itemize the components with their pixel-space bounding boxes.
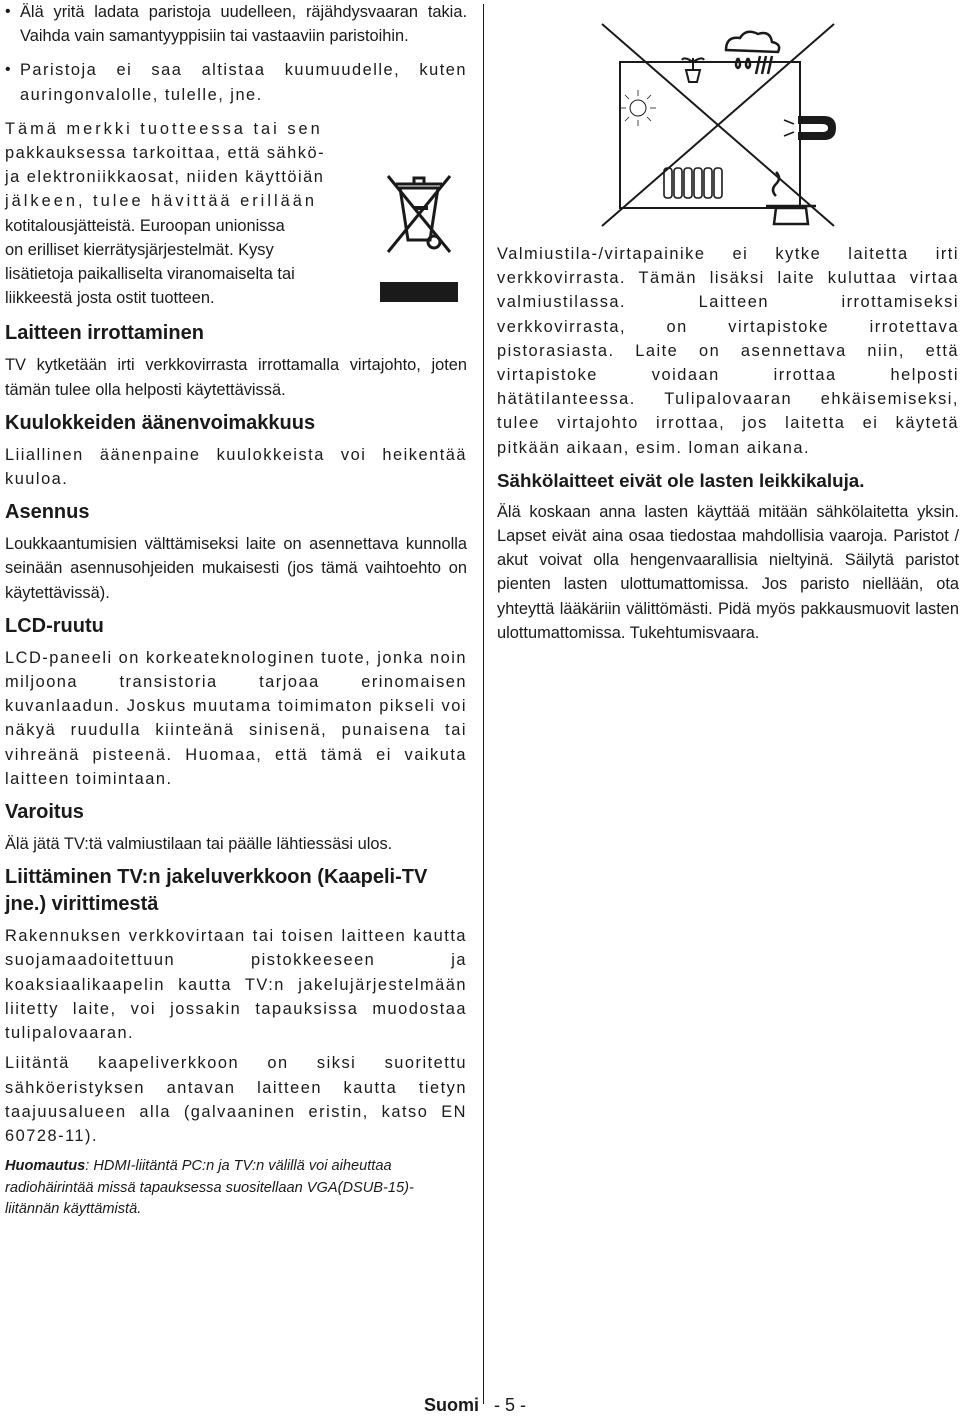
weee-bin-icon [378, 170, 460, 302]
note-label: Huomautus [5, 1158, 86, 1175]
weee-line: pakkauksessa tarkoittaa, että sähkö- [5, 144, 326, 163]
weee-line: Tämä merkki tuotteessa tai sen [5, 119, 323, 138]
hdmi-note [5, 1156, 467, 1221]
weee-line: liikkeestä josta ostit tuotteen. [5, 289, 215, 308]
section-heading-children: Sähkölaitteet eivät ole lasten leikkikaluja. [497, 469, 865, 491]
section-heading-lcd: LCD-ruutu [5, 614, 104, 637]
section-text-warning: Älä jätä TV:tä valmiustilaan tai päälle lähtiessäsi ulos. [5, 835, 393, 854]
bullet-item [5, 0, 467, 48]
magnet-icon [784, 116, 836, 140]
bullet-dot: • [5, 61, 11, 79]
section-heading-headphones: Kuulokkeiden äänenvoimakkuus [5, 411, 316, 434]
section-text-disconnect: TV kytketään irti verkkovirrasta irrottamalla virtajohto, joten tämän tulee olla helposti käytettävissä. [5, 356, 467, 399]
footer-language: Suomi [424, 1395, 480, 1415]
section-heading-install: Asennus [5, 501, 90, 524]
cooking-pot-icon [766, 172, 816, 224]
section-text-lcd: LCD-paneeli on korkeateknologinen tuote, jonka noin miljoona transistoria tarjoaa erinomaisen kuvanlaadun. Joskus muutama toimimaton pikseli voi näkyä ruudulla kiinteänä sinisenä, punaisena tai vihreänä pisteenä. Huomaa, että tämä ei vaikuta laitteen toimintaan. [5, 648, 467, 788]
weee-line: on erilliset kierrätysjärjestelmät. Kysy [5, 240, 274, 259]
heater-icon [664, 168, 722, 198]
weee-notice [5, 117, 361, 311]
tv-hazards-illustration [598, 20, 838, 230]
section-text-headphones: Liiallinen äänenpaine kuulokkeista voi heikentää kuuloa. [5, 445, 467, 489]
weee-line: ja elektroniikkaosat, niiden käyttöiän [5, 168, 325, 187]
rain-cloud-icon [726, 32, 779, 74]
bullet-text: Paristoja ei saa altistaa kuumuudelle, kuten auringonvalolle, tulelle, jne. [20, 61, 467, 104]
section-text-install: Loukkaantumisien välttämiseksi laite on asennettava kunnolla seinään asennusohjeiden mukaisesti (jos tämä vaihtoehto on käytettävissä). [5, 535, 467, 602]
weee-line: kotitalousjätteistä. Euroopan unionissa [5, 216, 285, 235]
section-text-cable-1: Rakennuksen verkkovirtaan tai toisen laitteen kautta suojamaadoitettuun pistokkeeseen ja koaksiaalikaapelin kautta TV:n jakelujärjestelmään liitetty laite, voi jossakin tapauksissa muodostaa tulipalovaaran. [5, 927, 467, 1043]
section-text-cable-2: Liitäntä kaapeliverkkoon on siksi suoritettu sähköeristyksen antavan laitteen kautta tietyn taajuusalueen alla (galvaaninen eristin, katso EN 60728-11). [5, 1054, 467, 1145]
section-text-standby: Valmiustila-/virtapainike ei kytke laitetta irti verkkovirrasta. Tämän lisäksi laite kuluttaa virtaa valmiustilassa. Laitteen irrottamiseksi verkkovirrasta, on virtapistoke irrotettava pistorasiasta. Laite on asennettava niin, että virtapistoke voidaan irrottaa helposti hätätilanteessa. Tulipalovaaran ehkäisemiseksi, tulee virtajohto irrottaa, jos laitetta ei käytetä pitkään aikaan, esim. loman aikana. [497, 245, 959, 457]
section-heading-warning: Varoitus [5, 801, 84, 824]
column-divider [483, 4, 484, 1404]
right-column [497, 242, 959, 645]
bullet-dot: • [5, 3, 11, 20]
bullet-text: Älä yritä ladata paristoja uudelleen, räjähdysvaaran takia. Vaihda vain samantyyppisiin tai vastaaviin paristoihin. [20, 3, 467, 46]
section-heading-disconnect: Laitteen irrottaminen [5, 322, 204, 345]
weee-line: jälkeen, tulee hävittää erillään [5, 192, 317, 211]
section-heading-cable: Liittäminen TV:n jakeluverkkoon (Kaapeli-TV jne.) virittimestä [5, 866, 428, 916]
note-text: : HDMI-liitäntä PC:n ja TV:n välillä voi aiheuttaa radiohäirintää missä tapauksessa suositellaan VGA(DSUB-15)-liitännän käyttämistä. [5, 1158, 414, 1218]
footer-page-number: - 5 - [494, 1395, 527, 1415]
page-footer [424, 1395, 526, 1416]
sun-icon [620, 90, 656, 126]
bullet-item [5, 58, 467, 106]
section-text-children: Älä koskaan anna lasten käyttää mitään sähkölaitetta yksin. Lapset eivät aina osaa tiedostaa mahdollisia vaaroja. Paristot / akut voivat olla hengenvaarallisia nieltyinä. Säilytä paristot pienten lasten ulottumattomissa. Jos paristo niellään, ota yhteyttä lääkäriin välittömästi. Pidä myös pakkausmuovit lasten ulottumattomissa. Tukehtumisvaara. [497, 502, 959, 642]
weee-line: lisätietoja paikalliselta viranomaiselta tai [5, 265, 295, 284]
